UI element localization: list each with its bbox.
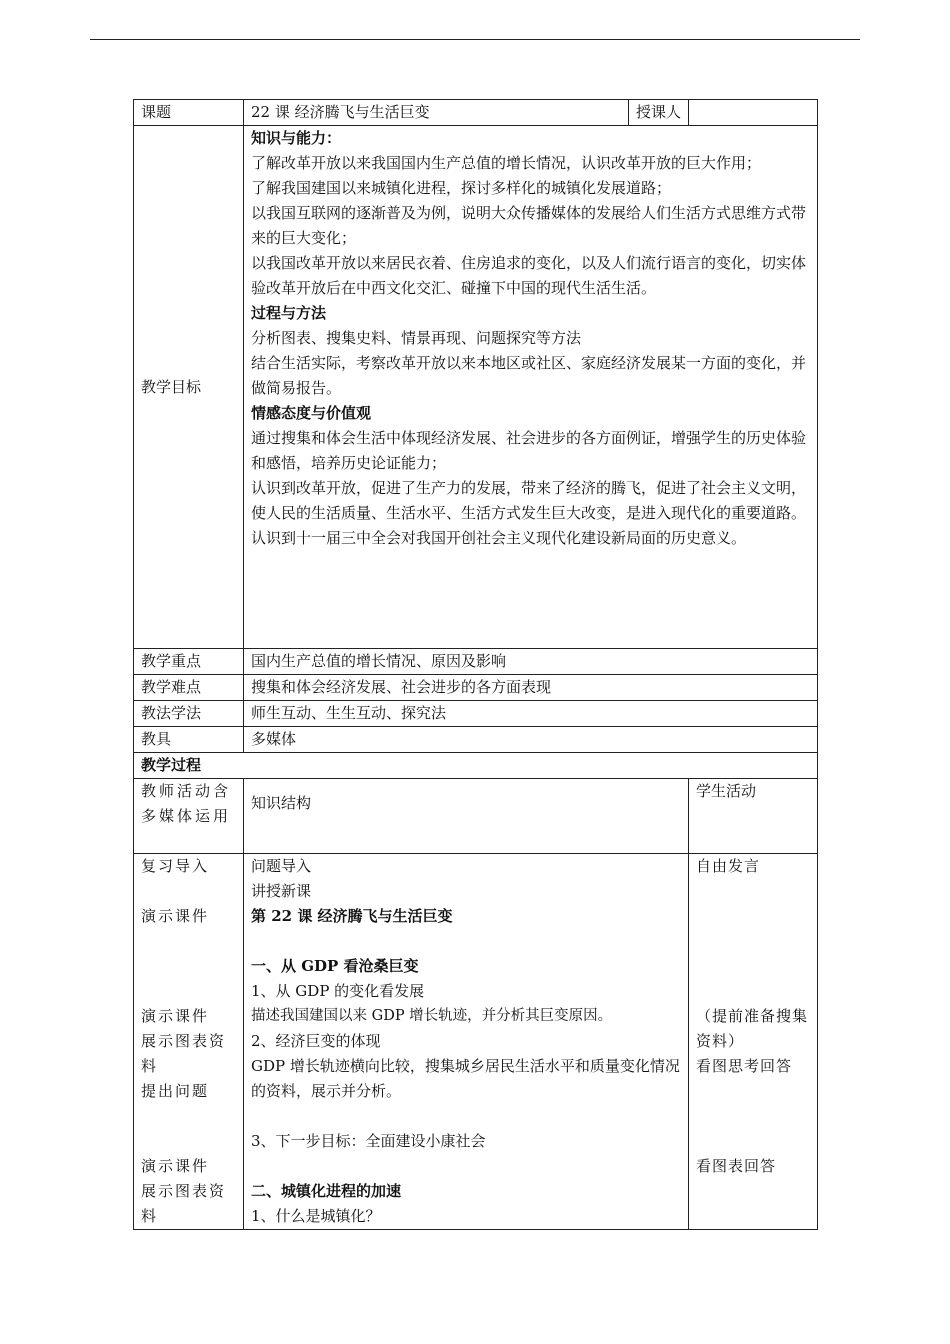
objective-paragraph: 认识到十一届三中全会对我国开创社会主义现代化建设新局面的历史意义。 (251, 529, 747, 547)
teacher-note: 展示图表资料 (141, 1182, 227, 1225)
objective-paragraph: 了解我国建国以来城镇化进程，探讨多样化的城镇化发展道路； (251, 179, 672, 197)
teacher-value (689, 100, 818, 126)
section-heading: 二、城镇化进程的加速 (251, 1182, 402, 1200)
difficulties-row (134, 675, 818, 701)
student-activity-header: 学生活动 (689, 779, 818, 854)
process-header-row (134, 779, 818, 854)
knowledge-structure-header: 知识结构 (244, 779, 689, 854)
teacher-note: 展示图表资料 (141, 1032, 227, 1075)
topic-label: 课题 (134, 100, 244, 126)
lesson-plan-table (133, 99, 818, 1230)
difficulties-value: 搜集和体会经济发展、社会进步的各方面表现 (244, 675, 818, 701)
methods-row (134, 701, 818, 727)
header-rule (90, 39, 860, 40)
structure-line: 描述我国建国以来 GDP 增长轨迹，并分析其巨变原因。 (251, 1008, 613, 1024)
structure-line: 讲授新课 (251, 882, 312, 900)
objectives-heading: 知识与能力： (251, 129, 342, 147)
student-note: （提前准备搜集资料） (696, 1007, 809, 1050)
teacher-note: 演示课件 (141, 1007, 210, 1025)
structure-line: 问题导入 (251, 857, 312, 875)
difficulties-label: 教学难点 (134, 675, 244, 701)
methods-value: 师生互动、生生互动、探究法 (244, 701, 818, 727)
tools-value: 多媒体 (244, 727, 818, 753)
process-title-row (134, 753, 818, 779)
teacher-note: 演示课件 (141, 1157, 210, 1175)
structure-line: 1、从 GDP 的变化看发展 (251, 982, 425, 1000)
objective-paragraph: 了解改革开放以来我国国内生产总值的增长情况，认识改革开放的巨大作用； (251, 154, 762, 172)
objective-paragraph: 以我国互联网的逐渐普及为例，说明大众传播媒体的发展给人们生活方式思维方式带来的巨大变化； (251, 204, 807, 247)
teacher-activity-header: 教师活动含多媒体运用 (134, 779, 244, 854)
student-note: 看图表回答 (696, 1157, 777, 1175)
objectives-label: 教学目标 (134, 126, 244, 649)
teacher-note: 复习导入 (141, 857, 210, 875)
lesson-heading: 第 22 课 经济腾飞与生活巨变 (251, 907, 453, 925)
key-points-value: 国内生产总值的增长情况、原因及影响 (244, 649, 818, 675)
knowledge-structure-cell (244, 854, 689, 1230)
process-title: 教学过程 (134, 753, 818, 779)
objectives-heading: 过程与方法 (251, 304, 327, 322)
objective-paragraph: 以我国改革开放以来居民衣着、住房追求的变化，以及人们流行语言的变化，切实体验改革开放后在中西文化交汇、碰撞下中国的现代生活生活。 (251, 254, 807, 297)
process-body-row (134, 854, 818, 1230)
structure-line: GDP 增长轨迹横向比较，搜集城乡居民生活水平和质量变化情况的资料，展示并分析。 (251, 1057, 680, 1100)
topic-value: 22 课 经济腾飞与生活巨变 (244, 100, 629, 126)
teacher-note: 提出问题 (141, 1082, 210, 1100)
objective-paragraph: 通过搜集和体会生活中体现经济发展、社会进步的各方面例证，增强学生的历史体验和感悟，培养历史论证能力； (251, 429, 807, 472)
objectives-content (244, 126, 818, 649)
objectives-heading: 情感态度与价值观 (251, 404, 372, 422)
key-points-row (134, 649, 818, 675)
structure-line: 3、下一步目标：全面建设小康社会 (251, 1132, 486, 1150)
methods-label: 教法学法 (134, 701, 244, 727)
tools-label: 教具 (134, 727, 244, 753)
student-activity-cell (689, 854, 818, 1230)
student-note: 自由发言 (696, 857, 761, 875)
teacher-note: 演示课件 (141, 907, 210, 925)
structure-line: 1、什么是城镇化？ (251, 1207, 381, 1225)
objective-paragraph: 分析图表、搜集史料、情景再现、问题探究等方法 (251, 329, 582, 347)
student-note: 看图思考回答 (696, 1057, 793, 1075)
section-heading: 一、从 GDP 看沧桑巨变 (251, 957, 419, 975)
structure-line: 2、经济巨变的体现 (251, 1032, 381, 1050)
topic-row (134, 100, 818, 126)
teacher-activity-cell (134, 854, 244, 1230)
teacher-label: 授课人 (629, 100, 689, 126)
objective-paragraph: 认识到改革开放，促进了生产力的发展，带来了经济的腾飞，促进了社会主义文明，使人民的生活质量、生活水平、生活方式发生巨大改变，是进入现代化的重要道路。 (251, 479, 807, 522)
tools-row (134, 727, 818, 753)
key-points-label: 教学重点 (134, 649, 244, 675)
objective-paragraph: 结合生活实际，考察改革开放以来本地区或社区、家庭经济发展某一方面的变化，并做简易报告。 (251, 354, 807, 397)
objectives-row (134, 126, 818, 649)
